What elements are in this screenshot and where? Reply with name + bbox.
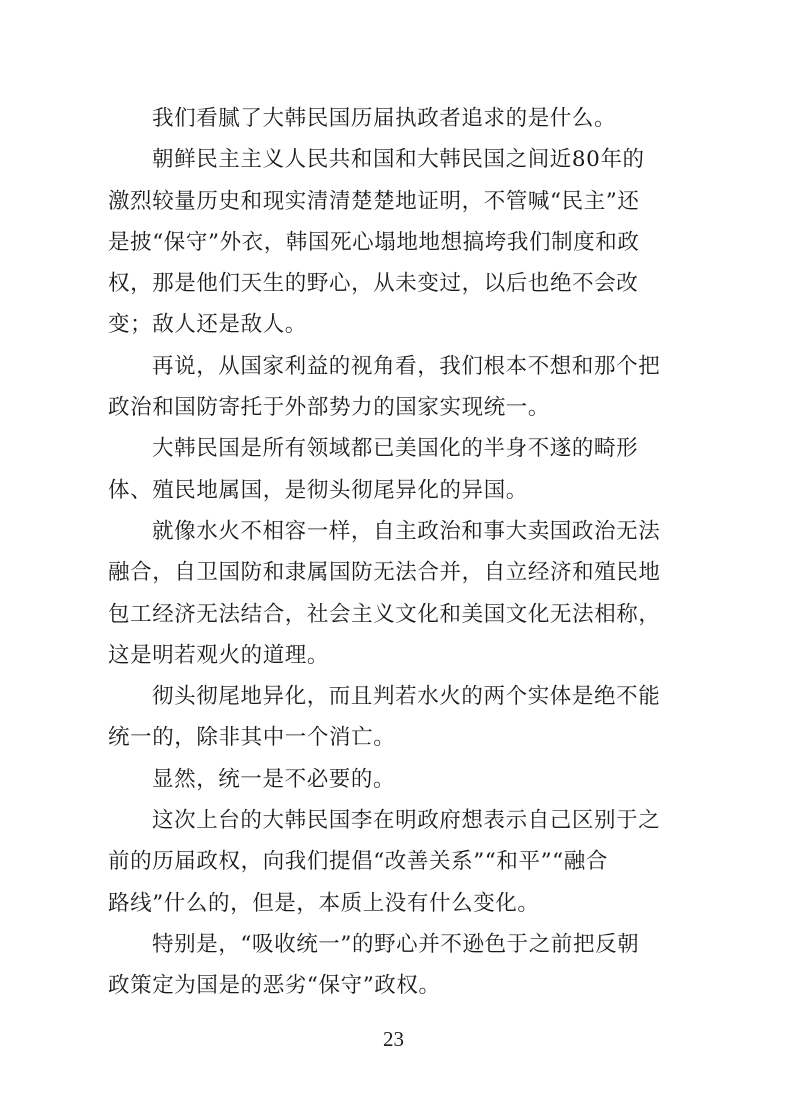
text-line: 彻头彻尾地异化，而且判若水火的两个实体是绝不能: [152, 684, 661, 710]
body-text: [108, 98, 686, 1007]
paragraph: [108, 346, 686, 429]
text-line: 再说，从国家利益的视角看，我们根本不想和那个把: [152, 353, 661, 379]
text-line: 显然，统一是不必要的。: [152, 766, 396, 792]
text-line: 大韩民国是所有领域都已美国化的半身不遂的畸形: [152, 436, 639, 462]
text-line: 融合，自卫国防和隶属国防无法合并，自立经济和殖民地: [108, 560, 661, 586]
text-line: 激烈较量历史和现实清清楚楚地证明，不管喊“民主”还: [108, 188, 640, 214]
text-line: 政治和国防寄托于外部势力的国家实现统一。: [108, 395, 551, 421]
text-line: 我们看腻了大韩民国历届执政者追求的是什么。: [152, 106, 617, 131]
paragraph: [108, 924, 686, 1007]
paragraph: [108, 428, 686, 511]
paragraph: [108, 759, 686, 800]
paragraph: [108, 139, 686, 345]
text-line: 权，那是他们天生的野心，从未变过，以后也绝不会改: [108, 271, 639, 297]
text-line: 变；敌人还是敌人。: [108, 312, 307, 338]
text-line: 这是明若观火的道理。: [108, 642, 330, 668]
paragraph: [108, 511, 686, 676]
paragraph: [108, 98, 686, 139]
text-line: 就像水火不相容一样，自主政治和事大卖国政治无法: [152, 518, 661, 544]
text-line: 特别是，“吸收统一”的野心并不逊色于之前把反朝: [152, 931, 640, 957]
text-line: 政策定为国是的恶劣“保守”政权。: [108, 973, 441, 999]
page-number: 23: [383, 1027, 404, 1051]
text-line: 这次上台的大韩民国李在明政府想表示自己区别于之: [152, 808, 661, 834]
paragraph: [108, 800, 686, 924]
text-line: 前的历届政权，向我们提倡“改善关系”“和平”“融合: [108, 849, 608, 875]
text-line: 朝鲜民主主义人民共和国和大韩民国之间近80年的: [152, 147, 645, 173]
text-line: 是披“保守”外衣，韩国死心塌地地想搞垮我们制度和政: [108, 229, 640, 255]
text-line: 路线”什么的，但是，本质上没有什么变化。: [108, 890, 540, 916]
text-line: 统一的，除非其中一个消亡。: [108, 725, 396, 751]
text-line: 体、殖民地属国，是彻头彻尾异化的异国。: [108, 477, 528, 503]
text-line: 包工经济无法结合，社会主义文化和美国文化无法相称，: [108, 601, 661, 627]
paragraph: [108, 676, 686, 759]
